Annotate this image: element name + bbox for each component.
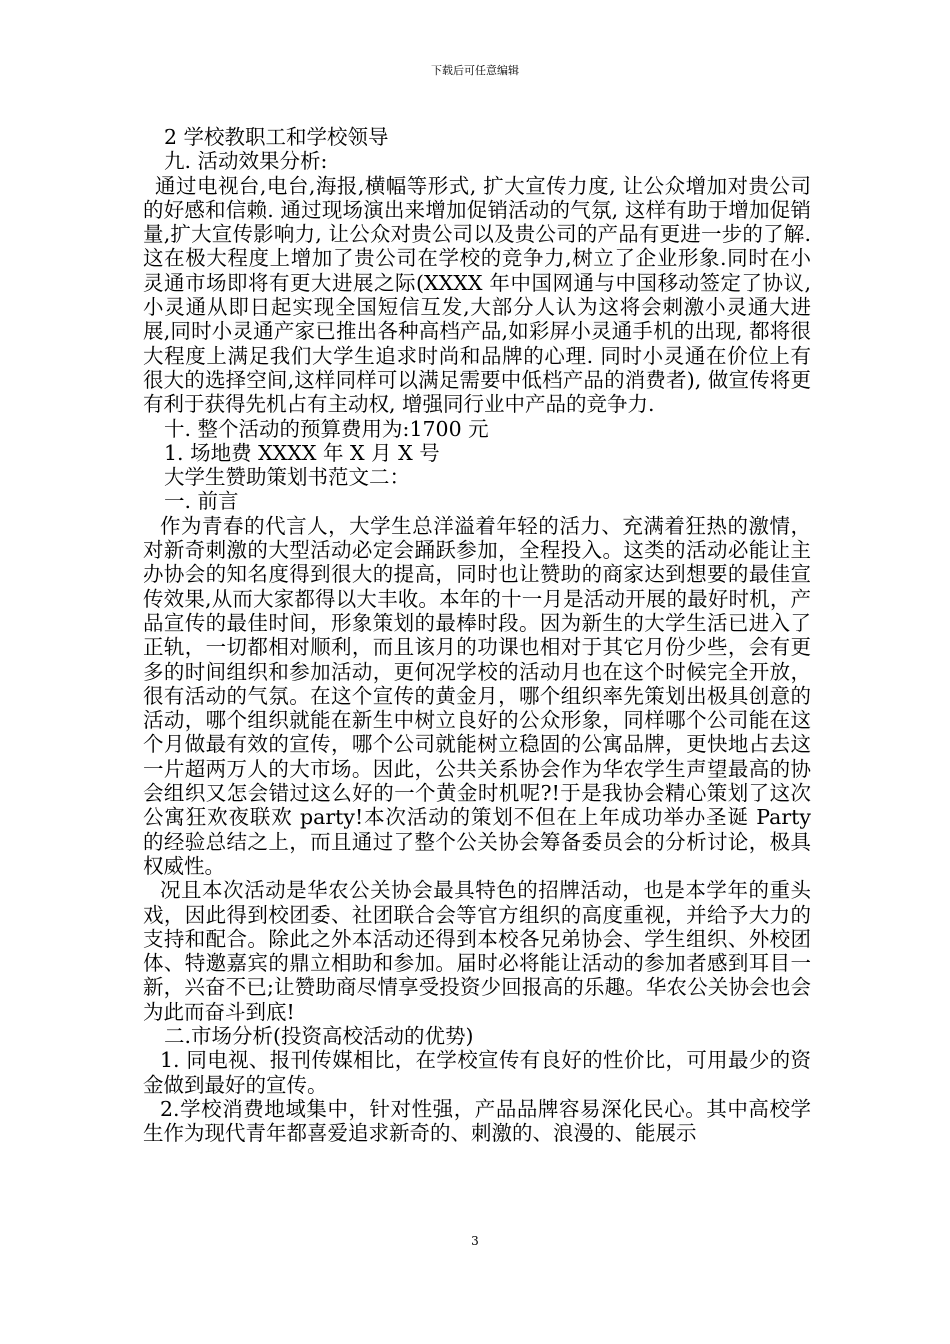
paragraph-effect-analysis: 通过电视台,电台,海报,横幅等形式, 扩大宣传力度, 让公众增加对贵公司的好感和信赖. 通过现场演出来增加促销活动的气氛, 这样有助于增加促销量,扩大宣传影响力, 让公众对贵公司以及贵公司的产品有更进一步的了解.这在极大程度上增加了贵公司在学校的竞争力,树立了企业形象.同时在小灵通市场即将有更大进展之际(XXXX 年中国网通与中国移动签定了协议,小灵通从即日起实现全国短信互发,大部分人认为这将会刺激小灵通大进展,同时小灵通产家已推出各种高档产品,如彩屏小灵通手机的出现, 都将很大程度上满足我们大学生追求时尚和品牌的心理. 同时小灵通在价位上有很大的选择空间,这样同样可以满足需要中低档产品的消费者), 做宣传将更有利于获得先机占有主动权, 增强同行业中产品的竞争力. xyxy=(143,173,811,417)
page-number: 3 xyxy=(471,1234,479,1248)
paragraph-market-point-1: 1. 同电视、报刊传媒相比，在学校宣传有良好的性价比，可用最少的资金做到最好的宣传。 xyxy=(143,1048,811,1097)
paragraph-staff-and-leaders: 2 学校教职工和学校领导 xyxy=(164,125,389,149)
heading-market-analysis: 二.市场分析(投资高校活动的优势) xyxy=(164,1023,474,1048)
paragraph-activity-highlight: 况且本次活动是华农公关协会最具特色的招牌活动，也是本学年的重头戏，因此得到校团委、社团联合会等官方组织的高度重视，并给予大力的支持和配合。除此之外本活动还得到本校各兄弟协会、学生组织、外校团体、特邀嘉宾的鼎立相助和参加。届时必将能让活动的参加者感到耳目一新，兴奋不已;让赞助商尽情享受投资少回报高的乐趣。华农公关协会也会为此而奋斗到底! xyxy=(143,878,811,1024)
paragraph-preface: 作为青春的代言人，大学生总洋溢着年轻的活力、充满着狂热的激情，对新奇刺激的大型活动必定会踊跃参加，全程投入。这类的活动必能让主办协会的知名度得到很大的提高，同时也让赞助的商家达到想要的最佳宣传效果,从而大家都得以大丰收。本年的十一月是活动开展的最好时机，产品宣传的最佳时间，形象策划的最棒时段。因为新生的大学生活已进入了正轨，一切都相对顺利，而且该月的功课也相对于其它月份少些，会有更多的时间组织和参加活动，更何况学校的活动月也在这个时候完全开放，很有活动的气氛。在这个宣传的黄金月，哪个组织率先策划出极具创意的活动，哪个组织就能在新生中树立良好的公众形象，同样哪个公司能在这个月做最有效的宣传，哪个公司就能树立稳固的公寓品牌，更快地占去这一片超两万人的大市场。因此，公共关系协会作为华农学生声望最高的协会组织又怎会错过这么好的一个黄金时机呢?!于是我协会精心策划了这次公寓狂欢夜联欢 party!本次活动的策划不但在上年成功举办圣诞 Party 的经验总结之上，而且通过了整个公关协会筹备委员会的分析讨论，极具权威性。 xyxy=(143,513,811,878)
document-body xyxy=(143,125,811,1145)
heading-effect-analysis: 九. 活动效果分析: xyxy=(164,149,328,174)
paragraph-venue-fee: 1. 场地费 XXXX 年 X 月 X 号 xyxy=(164,440,440,465)
heading-preface: 一. 前言 xyxy=(164,489,239,514)
heading-sample-two: 大学生赞助策划书范文二： xyxy=(164,465,410,490)
document-header-note: 下载后可任意编辑 xyxy=(431,64,519,77)
paragraph-market-point-2: 2.学校消费地域集中，针对性强，产品品牌容易深化民心。其中高校学生作为现代青年都喜爱追求新奇的、刺激的、浪漫的、能展示 xyxy=(143,1096,811,1146)
heading-budget: 十. 整个活动的预算费用为:1700 元 xyxy=(164,416,489,441)
